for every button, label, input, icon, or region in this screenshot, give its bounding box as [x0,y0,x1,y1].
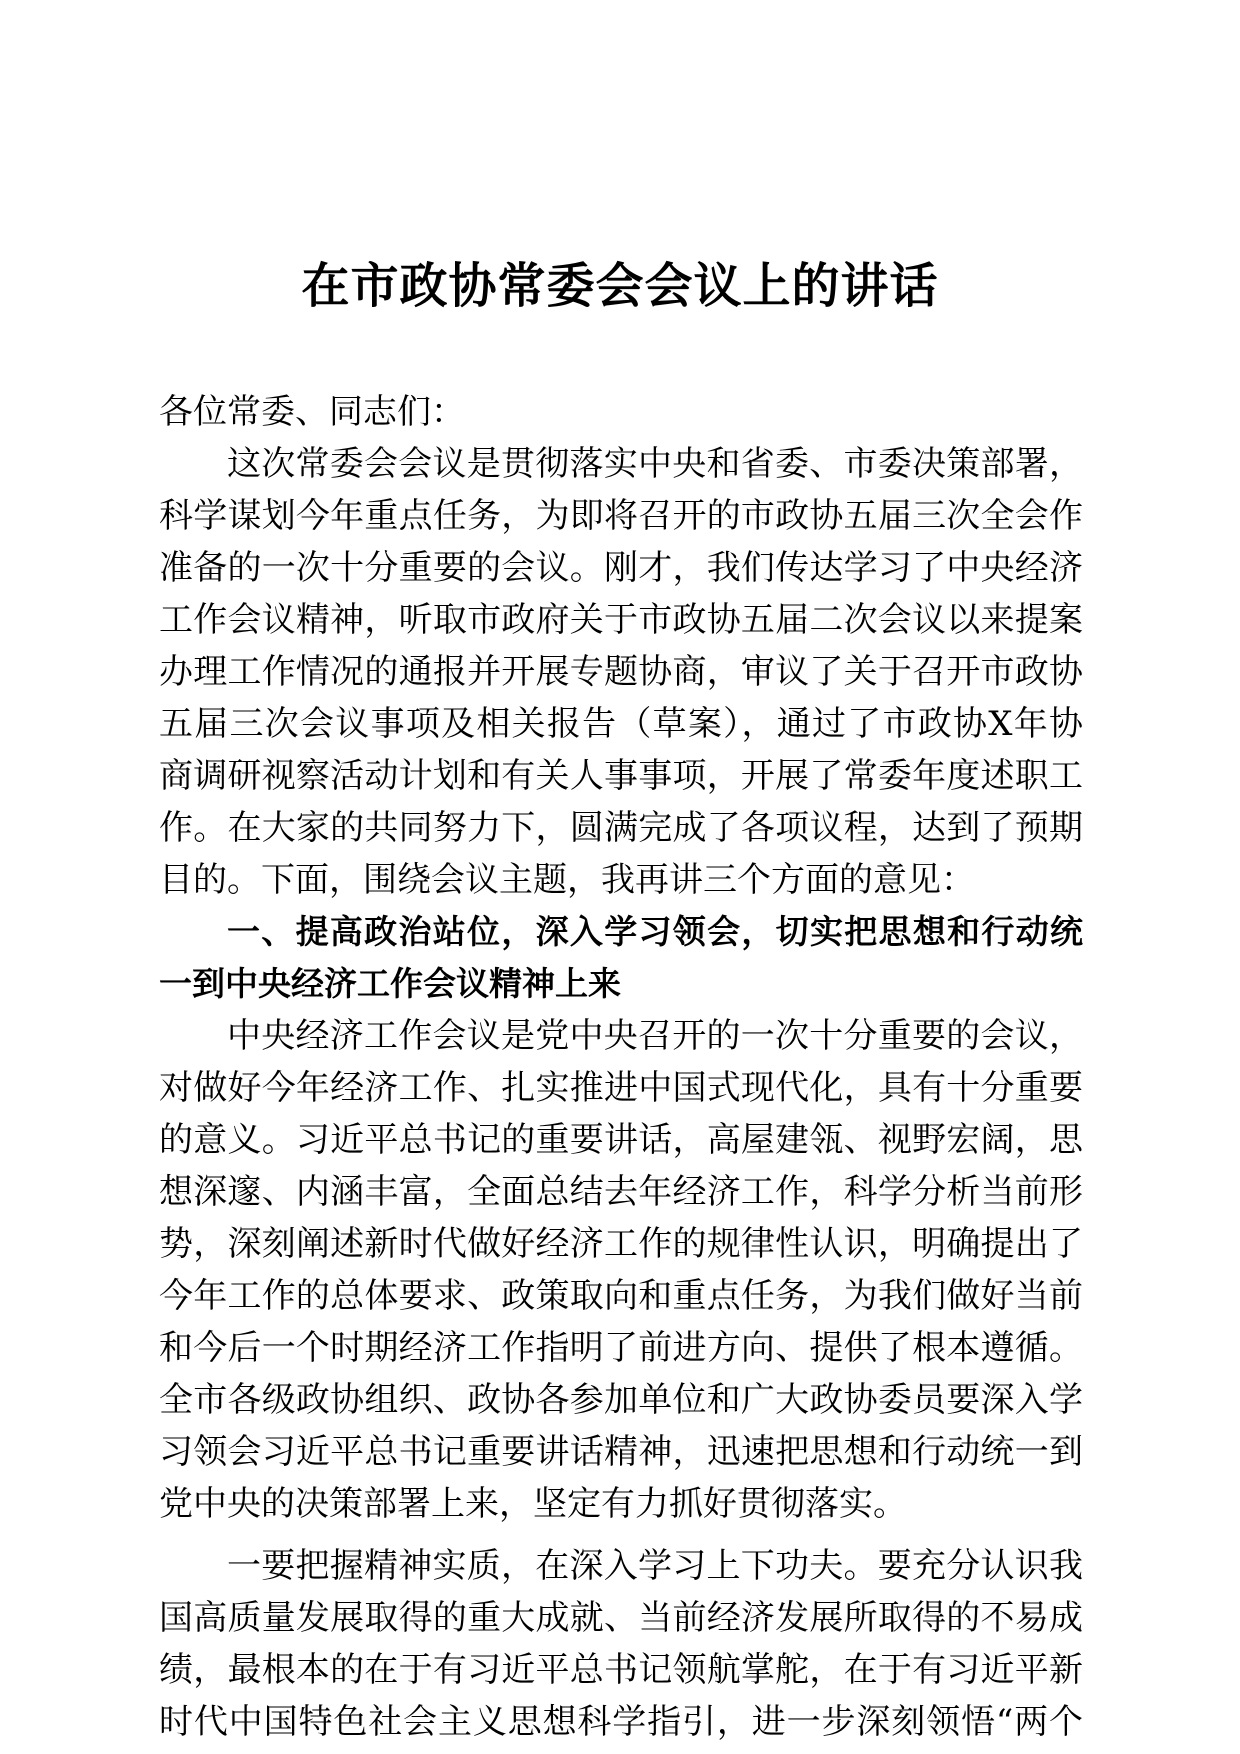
section-heading-1 [159,906,1083,1010]
paragraph-line: 商调研视察活动计划和有关人事事项，开展了常委年度述职工 [159,756,1083,796]
paragraph-3 [159,1540,1083,1748]
paragraph-line: 科学谋划今年重点任务，为即将召开的市政协五届三次全会作 [159,496,1083,536]
paragraph-line: 今年工作的总体要求、政策取向和重点任务，为我们做好当前 [159,1276,1083,1316]
paragraph-spacer [159,1530,1083,1540]
paragraph-line: 准备的一次十分重要的会议。刚才，我们传达学习了中央经济 [159,548,1083,588]
paragraph-line: 这次常委会会议是贯彻落实中央和省委、市委决策部署， [227,444,1083,484]
paragraph-line: 国高质量发展取得的重大成就、当前经济发展所取得的不易成 [159,1598,1083,1638]
paragraph-2 [159,1010,1083,1530]
paragraph-1 [159,438,1083,906]
paragraph-line: 的意义。习近平总书记的重要讲话，高屋建瓴、视野宏阔，思 [159,1120,1083,1160]
paragraph-line: 时代中国特色社会主义思想科学指引，进一步深刻领悟“两个 [159,1702,1083,1742]
paragraph-line: 势，深刻阐述新时代做好经济工作的规律性认识，明确提出了 [159,1224,1083,1264]
paragraph-line: 目的。下面，围绕会议主题，我再讲三个方面的意见： [159,860,975,900]
document-body [159,386,1083,1748]
page-title: 在市政协常委会会议上的讲话 [301,258,939,314]
paragraph-line: 全市各级政协组织、政协各参加单位和广大政协委员要深入学 [159,1380,1083,1420]
salutation: 各位常委、同志们： [159,392,465,432]
heading-line: 一到中央经济工作会议精神上来 [159,964,621,1003]
paragraph-line: 绩，最根本的在于有习近平总书记领航掌舵，在于有习近平新 [159,1650,1083,1690]
paragraph-line: 中央经济工作会议是党中央召开的一次十分重要的会议， [227,1016,1083,1056]
paragraph-line: 和今后一个时期经济工作指明了前进方向、提供了根本遵循。 [159,1328,1083,1368]
heading-line: 一、提高政治站位，深入学习领会，切实把思想和行动统 [227,912,1083,951]
paragraph-line: 五届三次会议事项及相关报告（草案），通过了市政协X年协 [159,704,1083,744]
paragraph-line: 习领会习近平总书记重要讲话精神，迅速把思想和行动统一到 [159,1432,1083,1472]
paragraph-line: 作。在大家的共同努力下，圆满完成了各项议程，达到了预期 [159,808,1083,848]
paragraph-line: 党中央的决策部署上来，坚定有力抓好贯彻落实。 [159,1484,907,1524]
paragraph-line: 工作会议精神，听取市政府关于市政协五届二次会议以来提案 [159,600,1083,640]
paragraph-line: 对做好今年经济工作、扎实推进中国式现代化，具有十分重要 [159,1068,1083,1108]
paragraph-line: 一要把握精神实质，在深入学习上下功夫。要充分认识我 [227,1546,1083,1586]
paragraph-line: 想深邃、内涵丰富，全面总结去年经济工作，科学分析当前形 [159,1172,1083,1212]
paragraph-line: 办理工作情况的通报并开展专题协商，审议了关于召开市政协 [159,652,1083,692]
